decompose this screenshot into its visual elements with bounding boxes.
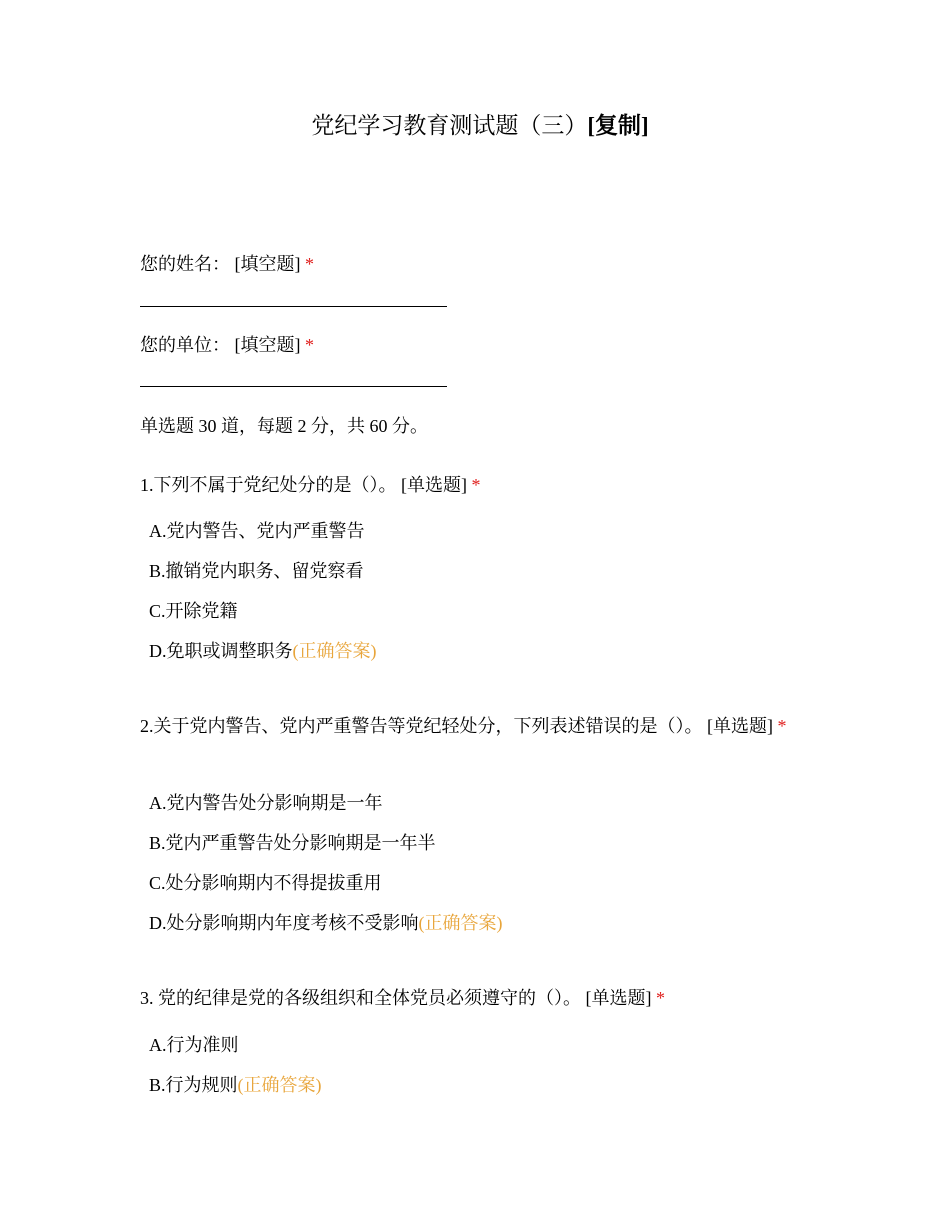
instruction-text: 单选题 30 道，每题 2 分，共 60 分。 <box>140 416 428 436</box>
question-3 <box>140 985 665 1011</box>
required-mark: * <box>305 335 314 355</box>
question-type-tag: [单选题] <box>585 988 652 1008</box>
required-mark: * <box>777 716 787 736</box>
q2-option-c[interactable]: C.处分影响期内不得提拔重用 <box>149 873 382 893</box>
question-type-tag: [单选题] <box>401 475 467 495</box>
q1-option-c[interactable]: C.开除党籍 <box>149 601 238 621</box>
field-label: 您的姓名： <box>140 254 230 274</box>
unit-input-line[interactable] <box>140 386 447 387</box>
correct-answer-label: (正确答案) <box>418 913 503 933</box>
question-text: 1.下列不属于党纪处分的是（）。 <box>140 475 397 495</box>
required-mark: * <box>656 988 665 1008</box>
q2-option-d[interactable] <box>149 910 503 936</box>
q2-option-a[interactable]: A.党内警告处分影响期是一年 <box>149 793 383 813</box>
page-title-text: 党纪学习教育测试题（三） <box>311 113 588 138</box>
question-type-tag: [单选题] <box>707 716 773 736</box>
option-text: B.行为规则 <box>149 1075 238 1095</box>
question-type-tag: [填空题] <box>234 254 301 274</box>
q3-option-b[interactable] <box>149 1072 322 1098</box>
unit-field-label <box>140 332 314 358</box>
q1-option-b[interactable]: B.撤销党内职务、留党察看 <box>149 561 364 581</box>
name-field-label <box>140 251 314 277</box>
question-text: 3. 党的纪律是党的各级组织和全体党员必须遵守的（）。 <box>140 988 581 1008</box>
option-text: D.处分影响期内年度考核不受影响 <box>149 913 419 933</box>
correct-answer-label: (正确答案) <box>292 641 377 661</box>
correct-answer-label: (正确答案) <box>237 1075 322 1095</box>
q2-option-b[interactable]: B.党内严重警告处分影响期是一年半 <box>149 833 436 853</box>
page-title <box>0 110 950 142</box>
name-input-line[interactable] <box>140 306 447 307</box>
question-2 <box>140 710 820 743</box>
question-1 <box>140 472 481 498</box>
required-mark: * <box>305 254 314 274</box>
field-label: 您的单位： <box>140 335 230 355</box>
q1-option-a[interactable]: A.党内警告、党内严重警告 <box>149 521 365 541</box>
required-mark: * <box>471 475 481 495</box>
question-text: 2.关于党内警告、党内严重警告等党纪轻处分，下列表述错误的是（）。 <box>140 716 703 736</box>
question-type-tag: [填空题] <box>234 335 301 355</box>
option-text: D.免职或调整职务 <box>149 641 293 661</box>
q3-option-a[interactable]: A.行为准则 <box>149 1035 239 1055</box>
q1-option-d[interactable] <box>149 638 377 664</box>
copy-tag: [复制] <box>587 113 649 138</box>
